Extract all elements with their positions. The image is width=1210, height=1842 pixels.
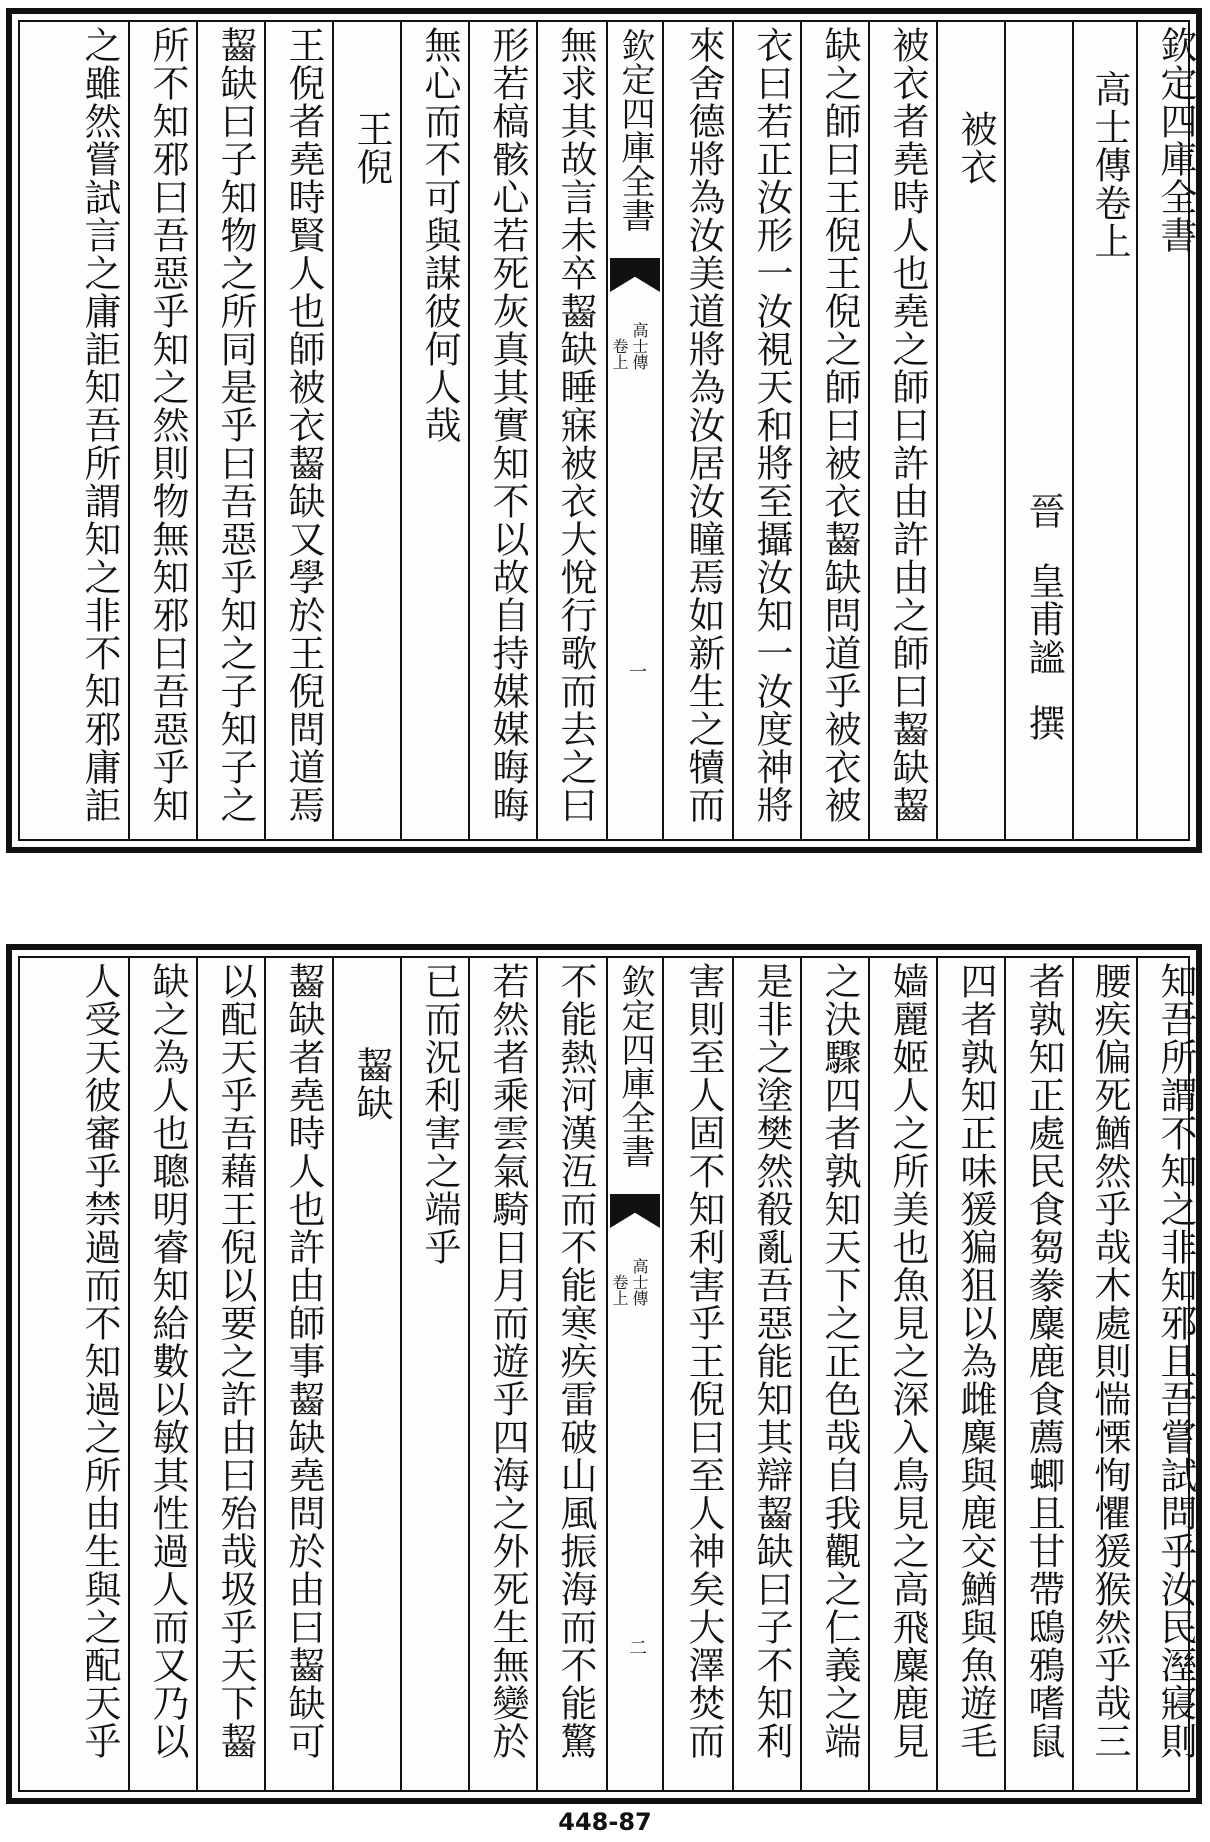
fish-tail-mark xyxy=(610,1194,660,1228)
section-title: 齧缺 xyxy=(350,1046,393,1122)
column-rule xyxy=(196,958,198,1790)
text-column: 形若槁骸心若死灰真其實知不以故自持媒媒晦晦 xyxy=(486,26,529,824)
book-title: 高士傳卷上 xyxy=(1088,70,1131,260)
text-column: 所不知邪曰吾惡乎知之然則物無知邪曰吾惡乎知 xyxy=(146,26,189,824)
text-column: 被衣者堯時人也堯之師曰許由許由之師曰齧缺齧 xyxy=(886,26,929,824)
text-column: 是非之塗樊然殽亂吾惡能知其辯齧缺曰子不知利 xyxy=(750,962,793,1760)
text-column: 來舍德將為汝美道將為汝居汝瞳焉如新生之犢而 xyxy=(682,26,725,824)
column-rule xyxy=(936,22,938,839)
text-column: 無求其故言未卒齧缺睡寐被衣大悅行歌而去之曰 xyxy=(554,26,597,824)
text-column: 人受天彼審乎禁過而不知過之所由生與之配天乎 xyxy=(78,962,121,1760)
text-column: 之雖然嘗試言之庸詎知吾所謂知之非不知邪庸詎 xyxy=(78,26,121,824)
text-column: 嫱麗姬人之所美也魚見之深入鳥見之高飛麋鹿見 xyxy=(886,962,929,1760)
column-rule xyxy=(800,958,802,1790)
gutter-book-title: 高士傳 xyxy=(630,1258,649,1306)
column-rule xyxy=(1136,22,1138,839)
text-column: 齧缺曰子知物之所同是乎曰吾惡乎知之子知子之 xyxy=(214,26,257,824)
fish-tail-mark xyxy=(610,258,660,292)
text-column: 以配天乎吾藉王倪以要之許由曰殆哉圾乎天下齧 xyxy=(214,962,257,1760)
text-column: 腰疾偏死鰌然乎哉木處則惴慄恂懼猨猴然乎哉三 xyxy=(1088,962,1131,1760)
column-rule xyxy=(1072,22,1074,839)
text-column: 不能熱河漢沍而不能寒疾雷破山風振海而不能驚 xyxy=(554,962,597,1760)
column-rule xyxy=(800,22,802,839)
gutter-title: 欽定四庫全書 xyxy=(615,964,655,1168)
column-rule xyxy=(1072,958,1074,1790)
column-rule xyxy=(1004,958,1006,1790)
author-line xyxy=(1012,22,1068,839)
column-rule xyxy=(332,958,334,1790)
column-rule xyxy=(536,22,538,839)
gutter-book-title: 高士傳 xyxy=(630,322,649,370)
column-rule xyxy=(468,22,470,839)
text-column: 無心而不可與謀彼何人哉 xyxy=(418,26,461,444)
text-column: 缺之師曰王倪王倪之師曰被衣齧缺問道乎被衣被 xyxy=(818,26,861,824)
folio-number: 二 xyxy=(626,1638,647,1656)
page-top xyxy=(6,8,1202,853)
text-column: 之決驟四者孰知天下之正色哉自我觀之仁義之端 xyxy=(818,962,861,1760)
author-name: 皇甫謐 xyxy=(1022,562,1065,676)
text-column: 王倪者堯時賢人也師被衣齧缺又學於王倪問道焉 xyxy=(282,26,325,824)
column-rule xyxy=(1136,958,1138,1790)
center-gutter xyxy=(606,22,664,839)
page-header: 欽定四庫全書 xyxy=(1154,26,1197,254)
section-title: 王倪 xyxy=(350,110,393,186)
text-column: 若然者乘雲氣騎日月而遊乎四海之外死生無變於 xyxy=(486,962,529,1760)
text-column: 齧缺者堯時人也許由師事齧缺堯問於由曰齧缺可 xyxy=(282,962,325,1760)
gutter-title: 欽定四庫全書 xyxy=(615,28,655,232)
column-rule xyxy=(264,958,266,1790)
column-rule xyxy=(196,22,198,839)
text-column: 知吾所謂不知之非知邪且吾嘗試問乎汝民溼寢則 xyxy=(1154,962,1197,1760)
column-rule xyxy=(400,22,402,839)
text-column: 缺之為人也聰明睿知給數以敏其性過人而又乃以 xyxy=(146,962,189,1760)
column-rule xyxy=(1004,22,1006,839)
column-rule xyxy=(128,22,130,839)
text-column: 者孰知正處民食芻豢麋鹿食薦蝍且甘帶鴟鴉嗜鼠 xyxy=(1022,962,1065,1760)
text-column: 害則至人固不知利害乎王倪曰至人神矣大澤焚而 xyxy=(682,962,725,1760)
column-rule xyxy=(732,22,734,839)
page-number: 448-87 xyxy=(558,1808,652,1836)
column-rule xyxy=(936,958,938,1790)
column-rule xyxy=(868,958,870,1790)
column-rule xyxy=(868,22,870,839)
text-column: 四者孰知正味猨猵狙以為雌麋與鹿交鰌與魚遊毛 xyxy=(954,962,997,1760)
column-rule xyxy=(536,958,538,1790)
gutter-volume: 卷上 xyxy=(610,338,629,370)
gutter-volume: 卷上 xyxy=(610,1274,629,1306)
author-dynasty: 晉 xyxy=(1022,492,1065,530)
column-rule xyxy=(264,22,266,839)
text-column: 已而況利害之端乎 xyxy=(418,962,461,1266)
center-gutter xyxy=(606,958,664,1790)
author-role: 撰 xyxy=(1022,704,1065,742)
page-frame xyxy=(18,20,1197,841)
column-rule xyxy=(332,22,334,839)
section-title: 被衣 xyxy=(954,110,997,186)
column-rule xyxy=(128,958,130,1790)
column-rule xyxy=(400,958,402,1790)
folio-number: 一 xyxy=(626,662,647,680)
text-column: 衣曰若正汝形一汝視天和將至攝汝知一汝度神將 xyxy=(750,26,793,824)
page-bottom xyxy=(6,944,1202,1804)
column-rule xyxy=(732,958,734,1790)
column-rule xyxy=(468,958,470,1790)
page-frame xyxy=(18,956,1197,1792)
